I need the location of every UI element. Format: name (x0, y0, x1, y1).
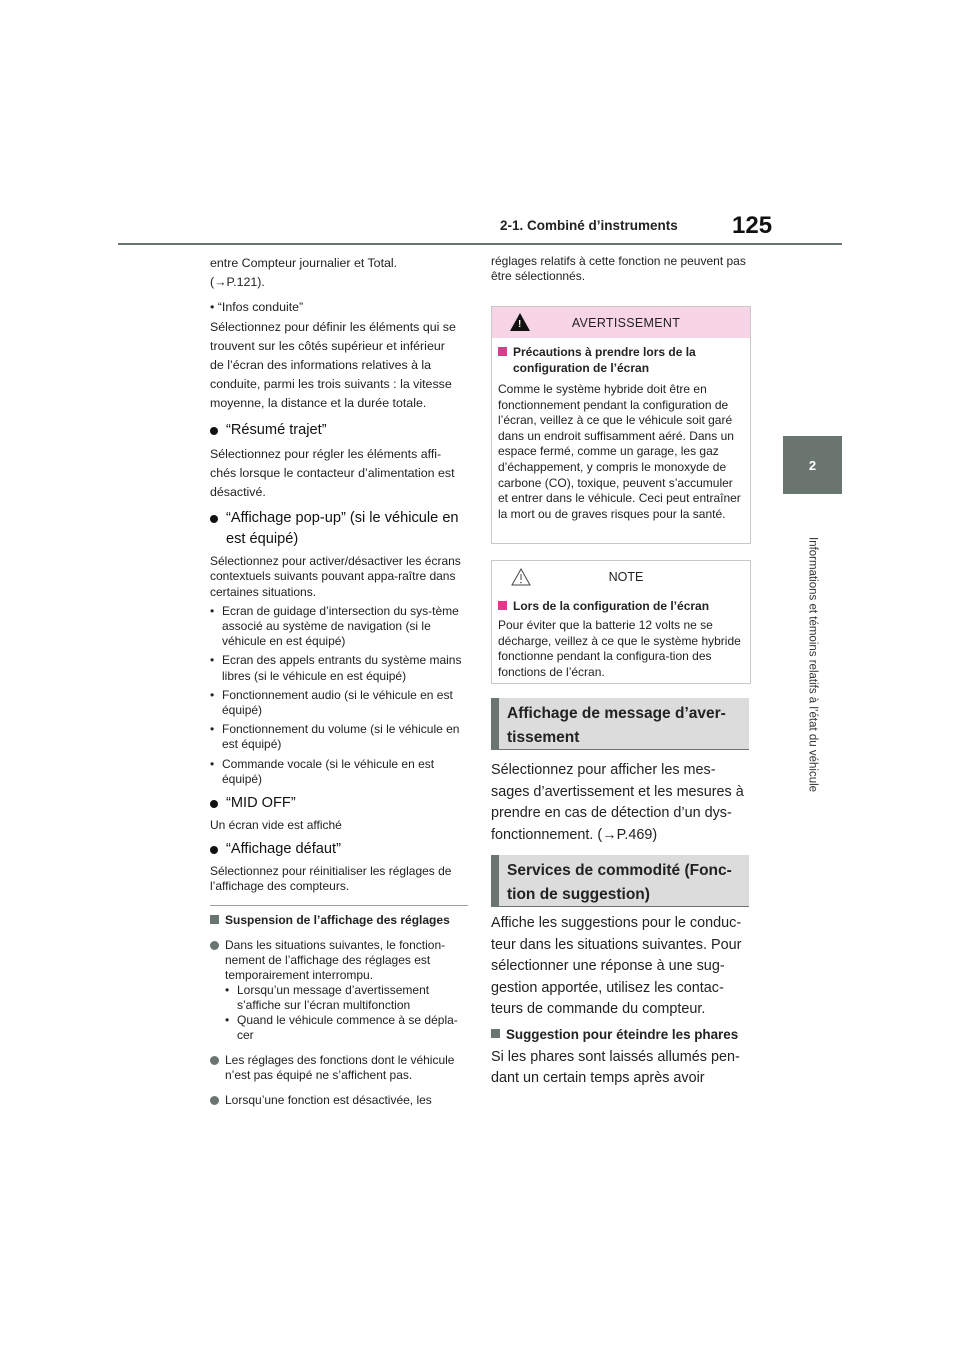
text-line: moyenne, la distance et la durée totale. (210, 396, 427, 411)
chapter-tab (783, 436, 842, 494)
bullet-heading: “MID OFF” (210, 793, 468, 814)
bullet-heading: “Affichage pop-up” (si le véhicule en est équipé) (210, 508, 468, 550)
note-box (491, 560, 751, 684)
bullet-dot-icon (210, 846, 218, 854)
text-line: désactivé. (210, 485, 266, 500)
section-body (491, 913, 749, 1090)
warning-header: ! AVERTISSEMENT (492, 307, 750, 338)
circle-bullet-icon (210, 1096, 219, 1105)
bullet-heading: “Affichage défaut” (210, 839, 468, 860)
list-item: Dans les situations suivantes, le fonction-nement de l’affichage des réglages est temporairement interrompu. • Lorsqu’un message d’avertissement s’affiche sur l’écran multifonction • Quand le véhicule commence à se dépla-cer (210, 938, 468, 1043)
note-text: Pour éviter que la batterie 12 volts ne se décharge, veillez à ce que le système hybride fonctionne pendant la configura-tion des fonctions de l’écran. (498, 618, 741, 679)
section-text: Sélectionnez pour afficher les mes-sages d’avertissement et les mesures à prendre en cas de détection d’un dys-fonctionnement. (→P.469) (491, 762, 744, 843)
text-line: trouvent sur les côtés supérieur et inférieur (210, 338, 445, 353)
square-bullet-icon (210, 915, 219, 924)
note-triangle-icon (510, 567, 532, 587)
left-column (210, 254, 468, 1108)
paragraph: Sélectionnez pour activer/désactiver les écrans contextuels suivants pouvant appa-raître dans certaines situations. (210, 554, 461, 599)
list-item: • Ecran des appels entrants du système mains libres (si le véhicule en est équipé) (210, 653, 462, 683)
list-item: • Fonctionnement audio (si le véhicule en est équipé) (210, 687, 453, 718)
chapter-side-label: Informations et témoins relatifs à l’état du véhicule (806, 536, 819, 793)
subsection-heading: Suggestion pour éteindre les phares (491, 1025, 749, 1045)
square-bullet-icon (491, 1029, 500, 1038)
header-rule (118, 243, 842, 245)
bullet-heading: “Résumé trajet” (210, 420, 468, 441)
section-heading: Affichage de message d’aver-tissement (491, 698, 749, 750)
warning-text: Comme le système hybride doit être en fonctionnement pendant la configuration de l’écran, veillez à ce que le véhicule soit garé dans un endroit suffisamment aéré. Dans un espace fermé, comme un garage, les gaz d’échappement, y compris le monoxyde de carbone (CO), toxique, peuvent s’accumuler et entrer dans le véhicule. Ceci peut entraîner la mort ou de graves risques pour la santé. (498, 382, 741, 521)
circle-bullet-icon (210, 941, 219, 950)
subsection-heading: Suspension de l’affichage des réglages (210, 912, 468, 928)
divider (210, 905, 468, 906)
text-line: Sélectionnez pour définir les éléments qui se (210, 319, 456, 334)
square-bullet-icon (498, 347, 507, 356)
chapter-side-label-box (783, 502, 842, 827)
bullet-dot-icon (210, 427, 218, 435)
text-line: de l’écran des informations relatives à la (210, 358, 432, 373)
list-item: • Fonctionnement du volume (si le véhicule en est équipé) (210, 722, 460, 752)
bullet-dot-icon (210, 800, 218, 808)
list-item: Les réglages des fonctions dont le véhicule n’est pas équipé ne s’affichent pas. (210, 1053, 468, 1083)
list-item: Lorsqu’une fonction est désactivée, les (210, 1093, 468, 1108)
text-line: chés lorsque le contacteur d’alimentation est (210, 465, 455, 480)
list-item: • Commande vocale (si le véhicule en est équipé) (210, 756, 435, 786)
right-top-text: réglages relatifs à cette fonction ne peuvent pas être sélectionnés. (491, 254, 746, 284)
list-item: • Ecran de guidage d’intersection du sys-tème associé au système de navigation (si le véhicule en est équipé) (210, 603, 459, 649)
square-bullet-icon (498, 601, 507, 610)
section-text: Affiche les suggestions pour le conduc-teur dans les situations suivantes. Pour sélectionner une réponse à une sug-gestion apportée, utilisez les contac-teurs de commande du compteur. (491, 915, 742, 1017)
section-title: 2-1. Combiné d’instruments (500, 218, 678, 233)
circle-bullet-icon (210, 1056, 219, 1065)
paragraph: entre Compteur journalier et Total. (210, 256, 398, 270)
chapter-number: 2 (808, 457, 817, 473)
list-item: • “Infos conduite” (210, 300, 304, 315)
section-heading: Services de commodité (Fonc-tion de suggestion) (491, 855, 749, 907)
page-reference: (→P.121). (210, 275, 265, 290)
page-number: 125 (732, 212, 773, 239)
section-text: Si les phares sont laissés allumés pen-dant un certain temps après avoir (491, 1048, 740, 1086)
text-line: Sélectionnez pour régler les éléments affi- (210, 446, 442, 461)
sub-item: • Lorsqu’un message d’avertissement s’affiche sur l’écran multifonction (225, 982, 430, 1012)
warning-box (491, 306, 751, 544)
paragraph: Un écran vide est affiché (210, 818, 342, 833)
warning-heading: Précautions à prendre lors de la configuration de l’écran (498, 344, 744, 376)
bullet-dot-icon (210, 515, 218, 523)
warning-label: AVERTISSEMENT (571, 315, 681, 330)
text-line: conduite, parmi les trois suivants : la vitesse (210, 377, 452, 392)
note-heading: Lors de la configuration de l’écran (498, 598, 744, 614)
paragraph: Sélectionnez pour réinitialiser les réglages de l’affichage des compteurs. (210, 864, 452, 894)
note-label: NOTE (608, 569, 644, 584)
sub-item: • Quand le véhicule commence à se dépla-cer (225, 1012, 458, 1042)
note-header (492, 561, 750, 592)
